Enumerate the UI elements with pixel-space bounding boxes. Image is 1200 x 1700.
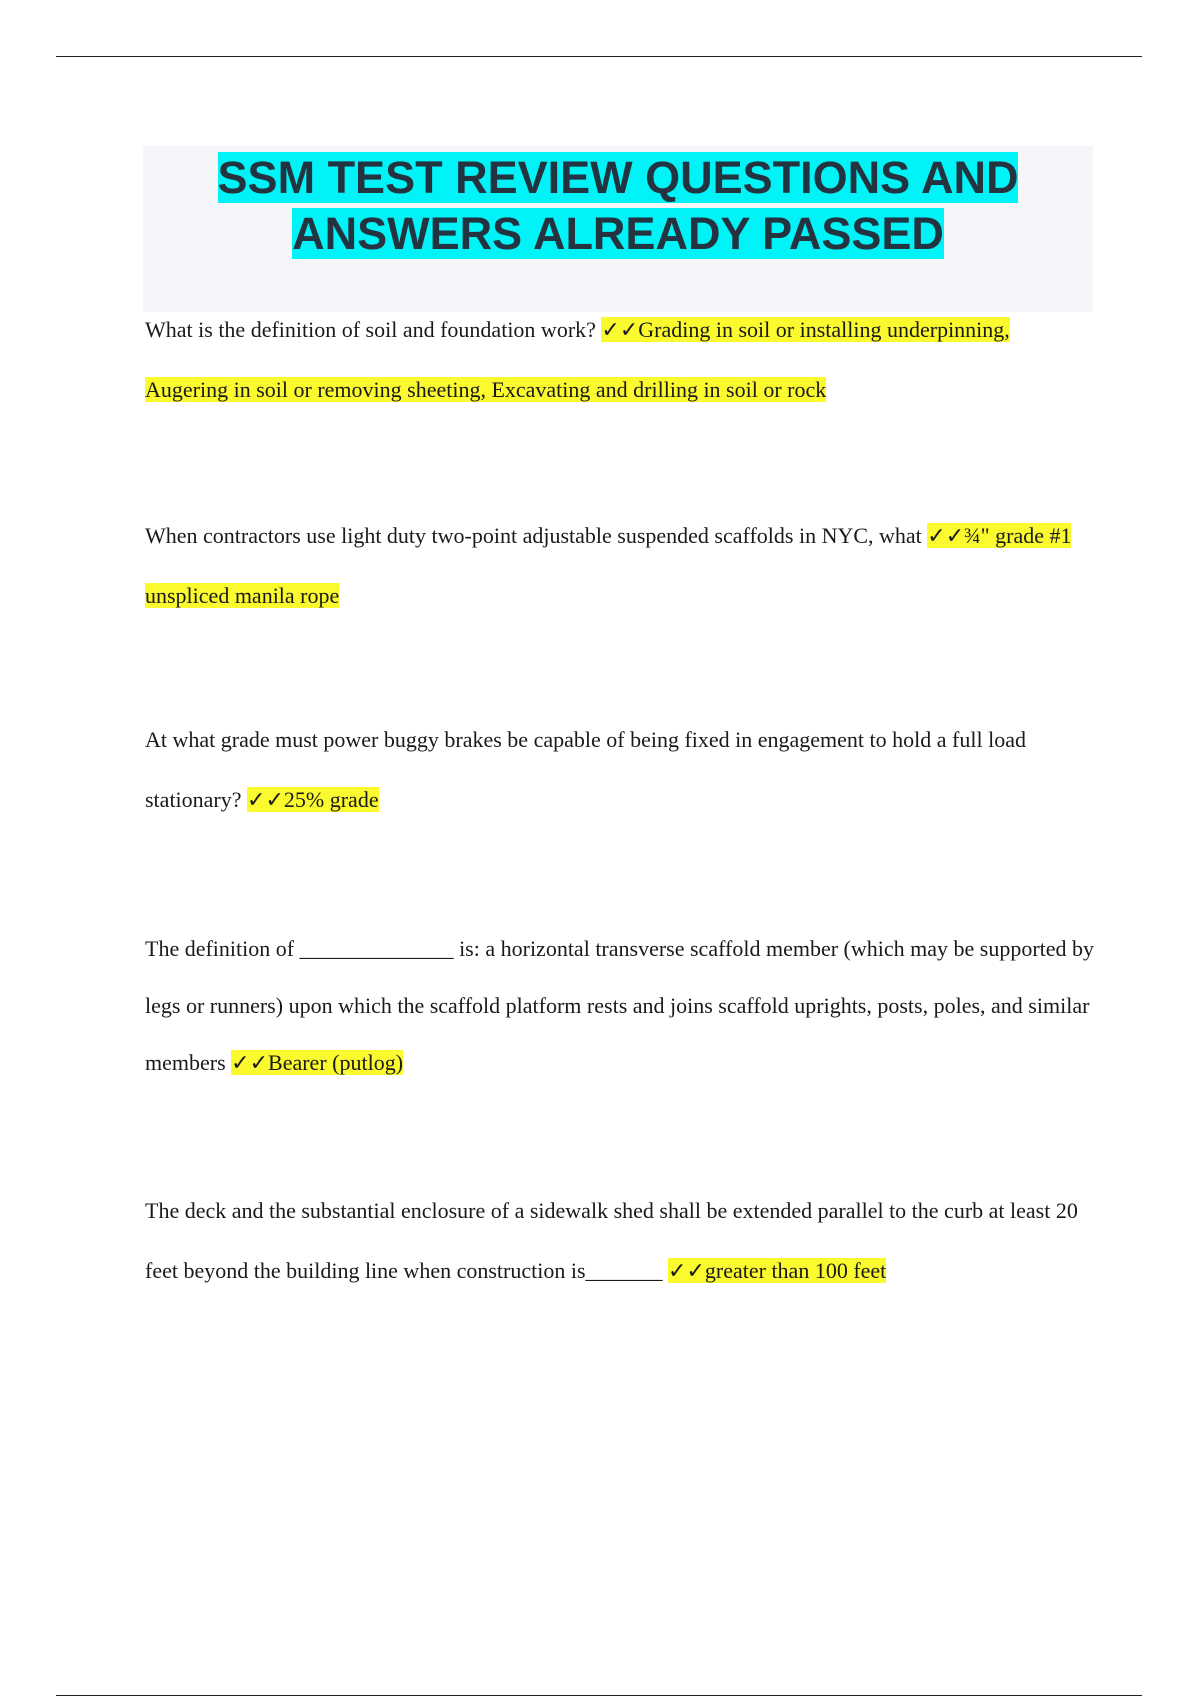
header-rule <box>56 56 1142 57</box>
page-title-highlight: SSM TEST REVIEW QUESTIONS AND ANSWERS ALREADY PASSED <box>217 152 1019 259</box>
question-text: At what grade must power buggy brakes be capable of being fixed in engagement to hold a full load stationary? <box>145 727 1026 812</box>
question-text: The definition of ______________ is: a horizontal transverse scaffold member (which may be supported by legs or runners) upon which the scaffold platform rests and joins scaffold uprights, posts, poles, and similar members <box>145 936 1095 1075</box>
answer-text: ✓✓Bearer (putlog) <box>231 1050 404 1075</box>
question-text: The deck and the substantial enclosure of a sidewalk shed shall be extended parallel to the curb at least 20 feet beyond the building line when construction is_______ <box>145 1198 1078 1283</box>
question-text: What is the definition of soil and foundation work? <box>145 317 602 342</box>
answer-text: ✓✓Grading in soil or installing underpinning, Augering in soil or removing sheeting, Excavating and drilling in soil or rock <box>145 317 1010 402</box>
answer-text: ✓✓greater than 100 feet <box>668 1258 887 1283</box>
qa-item <box>145 300 1095 420</box>
qa-item <box>145 1181 1095 1301</box>
qa-list <box>145 300 1095 1301</box>
answer-text: ✓✓25% grade <box>247 787 379 812</box>
qa-item <box>145 506 1095 626</box>
page-title <box>143 146 1093 262</box>
qa-item <box>145 920 1095 1091</box>
footer-rule <box>56 1695 1142 1696</box>
answer-text: ✓✓¾" grade #1 unspliced manila rope <box>145 523 1072 608</box>
title-banner <box>143 146 1093 312</box>
question-text: When contractors use light duty two-point adjustable suspended scaffolds in NYC, what <box>145 523 928 548</box>
qa-item <box>145 710 1095 830</box>
